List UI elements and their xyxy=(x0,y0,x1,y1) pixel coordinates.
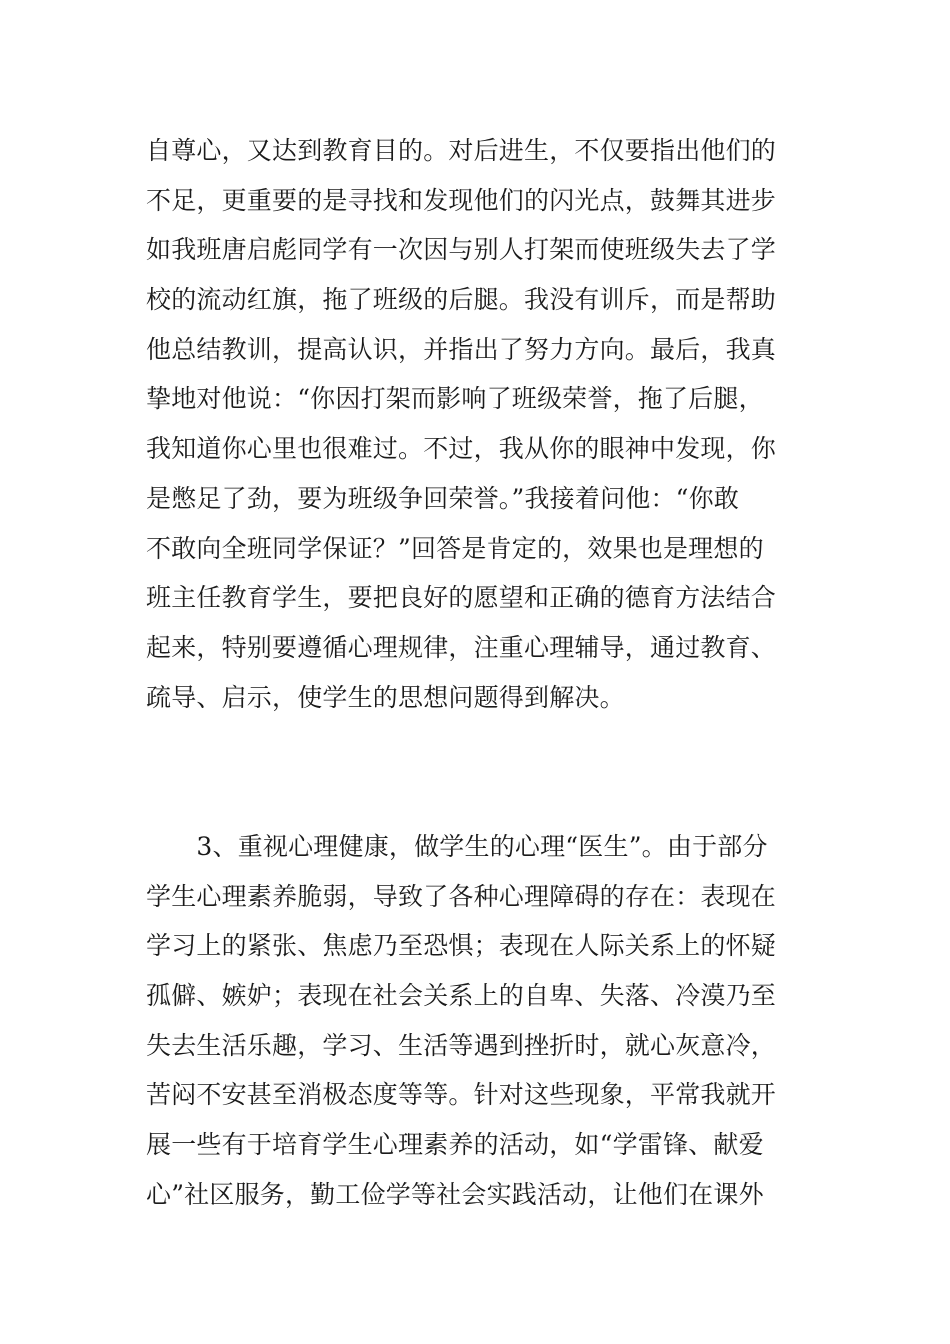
text-line: 挚地对他说：“你因打架而影响了班级荣誉，拖了后腿， xyxy=(146,384,764,414)
text-line: 我知道你心里也很难过。不过，我从你的眼神中发现，你 xyxy=(146,434,777,464)
text-line: 他总结教训，提高认识，并指出了努力方向。最后，我真 xyxy=(146,334,777,364)
text-line: 心”社区服务，勤工俭学等社会实践活动，让他们在课外 xyxy=(146,1179,764,1209)
text-line: 展一些有于培育学生心理素养的活动，如“学雷锋、献爱 xyxy=(146,1130,764,1160)
text-line: 学习上的紧张、焦虑乃至恐惧；表现在人际关系上的怀疑 xyxy=(146,931,777,961)
paragraph-2 xyxy=(146,822,816,1220)
text-line: 是憋足了劲，要为班级争回荣誉。”我接着问他：“你敢 xyxy=(146,483,740,513)
text-line: 班主任教育学生，要把良好的愿望和正确的德育方法结合 xyxy=(146,583,777,613)
paragraph-1 xyxy=(146,126,816,722)
text-line: 疏导、启示，使学生的思想问题得到解决。 xyxy=(146,682,625,712)
text-line: 起来，特别要遵循心理规律，注重心理辅导，通过教育、 xyxy=(146,632,777,662)
text-line: 校的流动红旗，拖了班级的后腿。我没有训斥，而是帮助 xyxy=(146,285,777,315)
text-line: 3、重视心理健康，做学生的心理“医生”。由于部分 xyxy=(146,832,768,861)
text-line: 失去生活乐趣，学习、生活等遇到挫折时，就心灰意冷， xyxy=(146,1030,777,1060)
text-line: 孤僻、嫉妒；表现在社会关系上的自卑、失落、冷漠乃至 xyxy=(146,981,777,1011)
text-line: 苦闷不安甚至消极态度等等。针对这些现象，平常我就开 xyxy=(146,1080,777,1110)
text-line: 学生心理素养脆弱，导致了各种心理障碍的存在：表现在 xyxy=(146,881,777,911)
text-line: 不敢向全班同学保证？”回答是肯定的，效果也是理想的 xyxy=(146,533,764,563)
text-line: 如我班唐启彪同学有一次因与别人打架而使班级失去了学 xyxy=(146,235,777,265)
text-line: 自尊心，又达到教育目的。对后进生，不仅要指出他们的 xyxy=(146,136,777,165)
text-line: 不足，更重要的是寻找和发现他们的闪光点，鼓舞其进步 xyxy=(146,185,777,215)
